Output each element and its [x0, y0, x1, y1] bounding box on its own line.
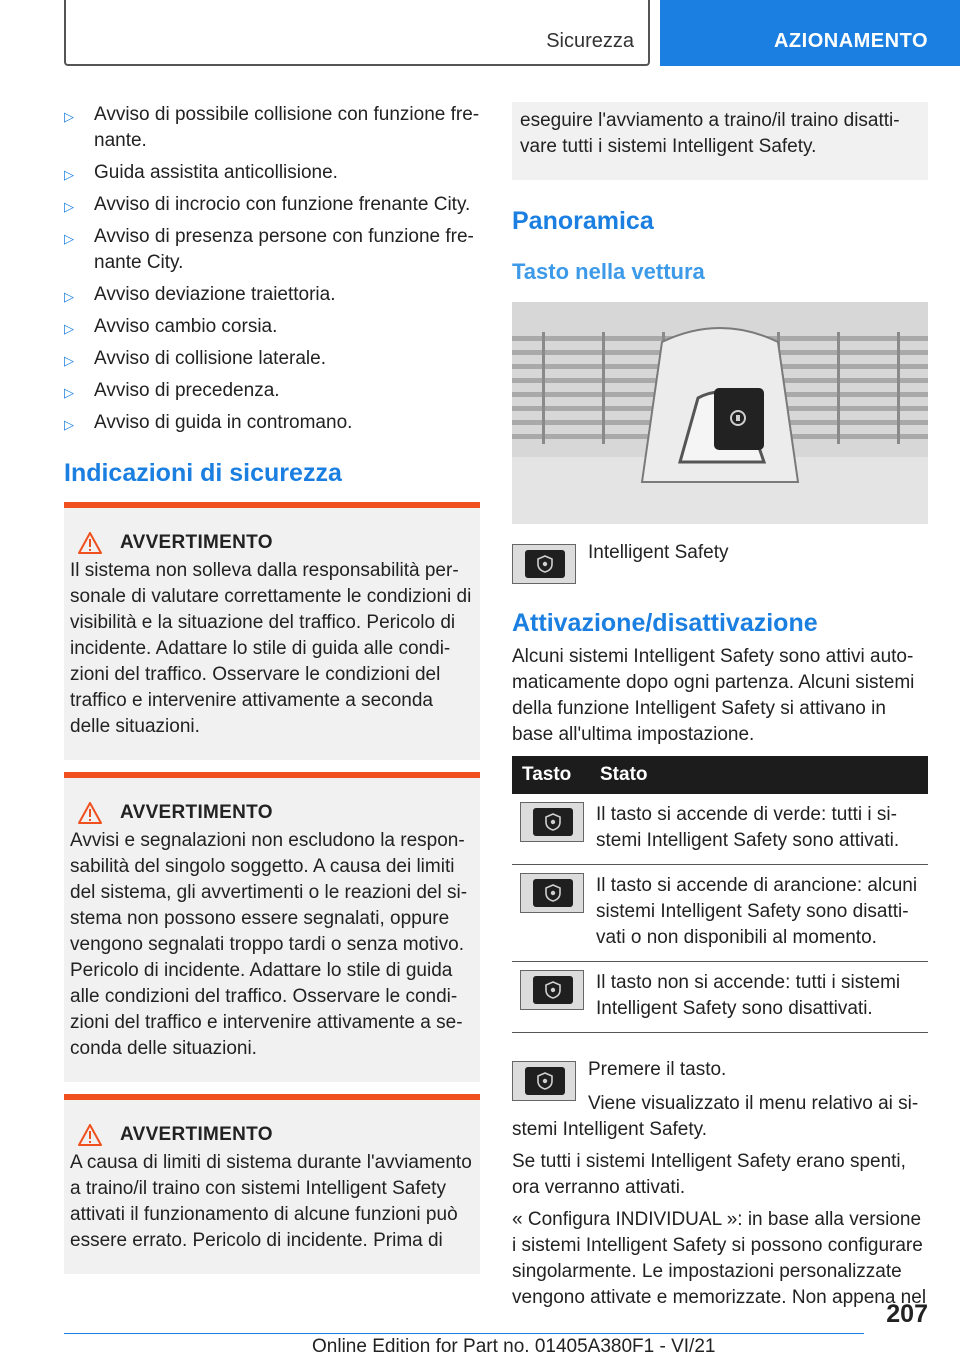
- activation-heading: Attivazione/disattivazione: [512, 609, 818, 637]
- header-chapter-tab: [660, 0, 960, 66]
- button-status-table: [512, 756, 928, 1033]
- triangle-right-icon: ▷: [64, 109, 74, 124]
- page-number: 207: [886, 1300, 928, 1328]
- list-item: ▷ Avviso di incrocio con funzione frenante City.: [64, 192, 480, 218]
- warning-triangle-icon: [78, 532, 102, 554]
- edition-footer: Online Edition for Part no. 01405A380F1 - VI/21: [312, 1336, 716, 1357]
- individual-text: « Configura INDIVIDUAL »: in base alla versione i sistemi Intelligent Safety si possono configurare singolarmente. Le impostazioni personalizzate vengono attivate e memorizzate. Non appena nel: [512, 1209, 927, 1308]
- header-section-tab: [64, 0, 650, 66]
- warning-title: AVVERTIMENTO: [120, 1124, 273, 1145]
- warning-text: Il sistema non solleva dalla responsabilità per-sonale di valutare correttamente le condizioni di visibilità e la situazione del traffico. Pericolo di incidente. Adattare lo stile di guida alle condi-zioni del traffico. Osservare le condizioni del traffico e intervenire attivamente a seconda delle situazioni.: [70, 560, 472, 737]
- button-caption: Intelligent Safety: [588, 542, 729, 563]
- triangle-right-icon: ▷: [64, 353, 74, 368]
- triangle-right-icon: ▷: [64, 231, 74, 246]
- triangle-right-icon: ▷: [64, 321, 74, 336]
- table-row: [512, 865, 928, 962]
- header-chapter-label: AZIONAMENTO: [773, 30, 928, 52]
- warning-continuation: [512, 102, 928, 180]
- warning-box: [64, 772, 480, 1082]
- list-item: ▷ Avviso di presenza persone con funzione fre-nante City.: [64, 226, 474, 273]
- table-cell-status: Il tasto si accende di arancione: alcuni sistemi Intelligent Safety sono disatti-vati o non disponibili al momento.: [590, 865, 928, 962]
- list-item: ▷ Avviso deviazione traiettoria.: [64, 282, 480, 308]
- warning-title: AVVERTIMENTO: [120, 532, 273, 553]
- list-item: ▷ Guida assistita anticollisione.: [64, 160, 480, 186]
- warning-triangle-icon: [78, 1124, 102, 1146]
- activation-text: Alcuni sistemi Intelligent Safety sono attivi auto-maticamente dopo ogni partenza. Alcuni sistemi della funzione Intelligent Safety si attivano in base all'ultima impostazione.: [512, 646, 915, 745]
- list-item: ▷ Avviso cambio corsia.: [64, 314, 480, 340]
- all-off-text: Se tutti i sistemi Intelligent Safety erano spenti, ora verranno attivati.: [512, 1151, 906, 1198]
- list-item: ▷ Avviso di collisione laterale.: [64, 346, 480, 372]
- list-item: ▷ Avviso di guida in contromano.: [64, 410, 480, 436]
- warning-box: [64, 1094, 480, 1274]
- triangle-right-icon: ▷: [64, 289, 74, 304]
- press-instruction: Premere il tasto.: [588, 1059, 727, 1080]
- button-location-heading: Tasto nella vettura: [512, 259, 705, 284]
- dashboard-button-illustration: [512, 302, 928, 524]
- list-item: ▷ Avviso di precedenza.: [64, 378, 480, 404]
- left-column: [64, 102, 480, 1274]
- table-header-button: Tasto: [512, 756, 590, 794]
- triangle-right-icon: ▷: [64, 167, 74, 182]
- warning-text: A causa di limiti di sistema durante l'avviamento a traino/il traino con sistemi Intelligent Safety attivati il funzionamento di alcune funzioni può essere errato. Pericolo di incidente. Prima di: [70, 1152, 472, 1251]
- table-row: [512, 794, 928, 865]
- header-section-label: Sicurezza: [546, 30, 634, 52]
- warning-text: Avvisi e segnalazioni non escludono la respon-sabilità del singolo soggetto. A causa dei limiti del sistema, gli avvertimenti o le reazioni del si-stema non possono essere segnalati, oppure vengono segnalati troppo tardi o senza motivo. Pericolo di incidente. Adattare lo stile di guida alle condizioni del traffico. Osservare le condi-zioni del traffico e intervenire attivamente a se-conda delle situazioni.: [70, 830, 468, 1059]
- table-row: [512, 962, 928, 1033]
- footer-divider: [64, 1333, 864, 1334]
- menu-text: Viene visualizzato il menu relativo ai si-stemi Intelligent Safety.: [512, 1093, 919, 1140]
- intelligent-safety-button-icon: [520, 873, 584, 913]
- triangle-right-icon: ▷: [64, 199, 74, 214]
- feature-list: [64, 102, 480, 436]
- warning-box: [64, 502, 480, 760]
- intelligent-safety-button-icon: [512, 1061, 576, 1101]
- table-cell-status: Il tasto si accende di verde: tutti i si-stemi Intelligent Safety sono attivati.: [590, 794, 928, 865]
- intelligent-safety-button-icon: [512, 544, 576, 584]
- table-header-status: Stato: [590, 756, 928, 794]
- safety-heading: Indicazioni di sicurezza: [64, 459, 342, 487]
- list-item: ▷ Avviso di possibile collisione con funzione fre-nante.: [64, 104, 480, 151]
- table-cell-status: Il tasto non si accende: tutti i sistemi Intelligent Safety sono disattivati.: [590, 962, 928, 1033]
- warning-continuation-text: eseguire l'avviamento a traino/il traino disatti-vare tutti i sistemi Intelligent Safety.: [520, 110, 900, 157]
- triangle-right-icon: ▷: [64, 417, 74, 432]
- warning-triangle-icon: [78, 802, 102, 824]
- button-location-photo: [512, 302, 928, 524]
- right-column: [512, 102, 928, 1311]
- intelligent-safety-button-icon: [520, 970, 584, 1010]
- overview-heading: Panoramica: [512, 207, 654, 235]
- triangle-right-icon: ▷: [64, 385, 74, 400]
- warning-title: AVVERTIMENTO: [120, 802, 273, 823]
- intelligent-safety-button-icon: [520, 802, 584, 842]
